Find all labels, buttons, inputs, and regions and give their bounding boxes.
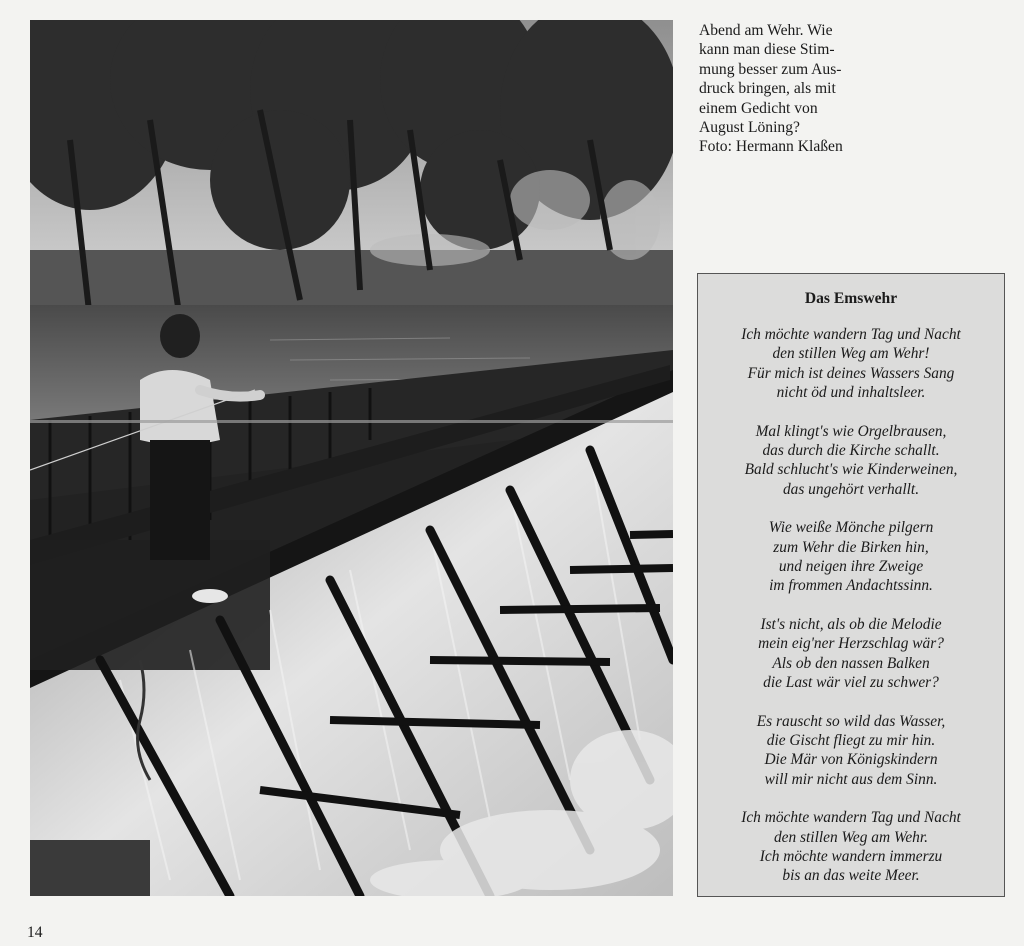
weir-photograph	[30, 20, 673, 896]
verse-line: den stillen Weg am Wehr!	[772, 345, 930, 363]
poem-stanzas	[698, 325, 1004, 886]
verse-line: nicht öd und inhaltsleer.	[776, 383, 926, 401]
verse-line: mein eig'ner Herzschlag wär?	[758, 635, 944, 653]
verse-line: die Gischt fliegt zu mir hin.	[766, 732, 936, 750]
caption-credit: Foto: Hermann Klaßen	[699, 138, 843, 156]
caption-line: Abend am Wehr. Wie	[699, 22, 833, 39]
verse-line: Es rauscht so wild das Wasser,	[756, 712, 946, 730]
stanza	[698, 808, 1004, 885]
verse-line: die Last wär viel zu schwer?	[763, 673, 939, 691]
verse-line: zum Wehr die Birken hin,	[773, 538, 929, 556]
verse-line: das ungehört verhallt.	[782, 480, 920, 498]
page-number: 14	[27, 924, 43, 941]
stanza	[698, 422, 1004, 499]
verse-line: Ich möchte wandern Tag und Nacht	[741, 326, 961, 343]
verse-line: bis an das weite Meer.	[782, 867, 920, 885]
stanza	[698, 712, 1004, 789]
verse-line: Als ob den nassen Balken	[772, 654, 930, 672]
verse-line: will mir nicht aus dem Sinn.	[764, 770, 938, 788]
verse-line: Mal klingt's wie Orgelbrausen,	[755, 422, 947, 440]
poem-title: Das Emswehr	[804, 290, 898, 307]
caption-line: August Löning?	[699, 119, 800, 137]
verse-line: Bald schlucht's wie Kinderweinen,	[744, 461, 958, 479]
verse-line: Für mich ist deines Wassers Sang	[747, 364, 955, 382]
caption-line: kann man diese Stim-	[699, 41, 835, 59]
caption-line: mung besser zum Aus-	[699, 60, 842, 78]
verse-line: den stillen Weg am Wehr.	[773, 828, 929, 846]
stanza	[698, 518, 1004, 595]
verse-line: Ist's nicht, als ob die Melodie	[760, 616, 942, 634]
caption-line: einem Gedicht von	[699, 99, 818, 117]
poem-box	[697, 273, 1005, 897]
stanza	[698, 615, 1004, 692]
caption-line: druck bringen, als mit	[699, 80, 836, 98]
verse-line: Die Mär von Königskindern	[764, 751, 938, 769]
verse-line: und neigen ihre Zweige	[778, 557, 924, 575]
verse-line: im frommen Andachtssinn.	[769, 577, 933, 595]
verse-line: Ich möchte wandern immerzu	[759, 848, 943, 866]
verse-line: Wie weiße Mönche pilgern	[768, 519, 934, 537]
photo-caption	[699, 21, 899, 157]
verse-line: das durch die Kirche schallt.	[762, 441, 940, 459]
verse-line: Ich möchte wandern Tag und Nacht	[741, 809, 961, 827]
stanza	[698, 325, 1004, 402]
